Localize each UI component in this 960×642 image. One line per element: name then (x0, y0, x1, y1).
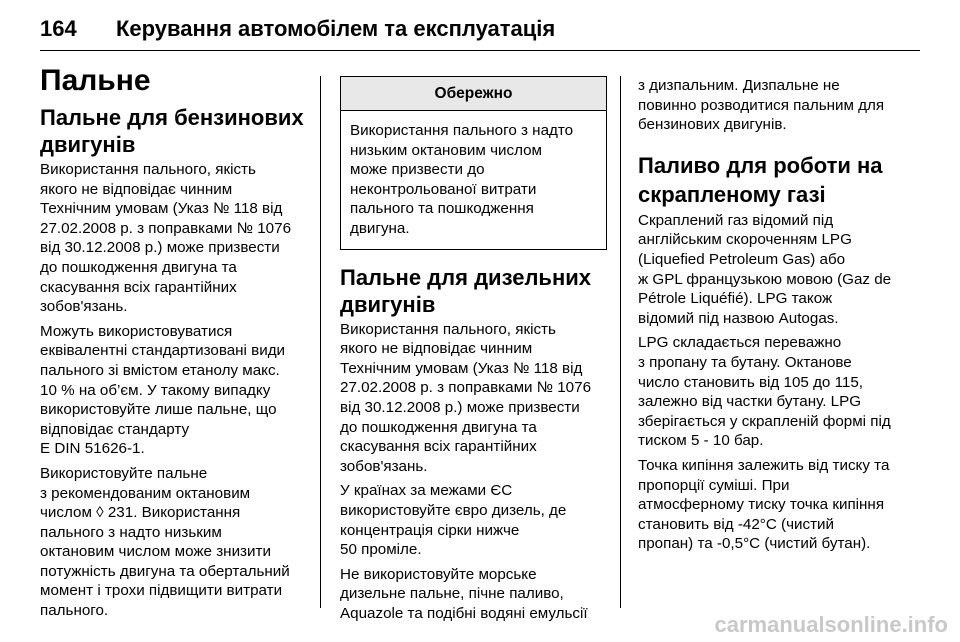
subheading-petrol: Пальне для бензинових двигунів (40, 105, 304, 157)
paragraph: Використання пального, якість якого не відповідає чинним Технічним умовам (Указ № 118 від 27.02.2008 р. з поправками № 1076 від 30.12.2008 р.) може призвести до пошкодження двигуна та скасування всіх гарантійних зобов'язань. (340, 320, 592, 475)
caution-box (340, 76, 607, 250)
subheading-lpg: Паливо для роботи на скрапленому газі (638, 152, 883, 207)
watermark: carmanualsonline.info (714, 612, 948, 637)
page-header (40, 16, 920, 51)
caution-text: Використання пального з надто низьким октановим числом може призвести до неконтрольованої витрати пального та пошкодження двигуна. (350, 122, 574, 237)
paragraph: Точка кипіння залежить від тиску та пропорції суміші. При атмосферному тиску точка кипіння становить від -42°C (чистий пропан) та -0,5°C (чистий бутан). (638, 456, 890, 553)
paragraph: У країнах за межами ЄС використовуйте євро дизель, де концентрація сірки нижче 50 проміле. (340, 482, 567, 559)
paragraph: Можуть використовуватися еквівалентні стандартизовані види пального зі вмістом етанолу макс. 10 % на об’єм. У такому випадку використовуйте лише пальне, що відповідає стандарту E DIN 51626-1. (40, 322, 286, 458)
subheading-diesel: Пальне для дизельних двигунів (340, 264, 591, 317)
column-1 (40, 64, 305, 626)
column-2 (340, 76, 605, 628)
paragraph: з дизпальним. Дизпальне не повинно розводитися пальним для бензинових двигунів. (638, 77, 885, 134)
paragraph: Використання пального, якість якого не відповідає чинним Технічним умовам (Указ № 118 від 27.02.2008 р. з поправками № 1076 від 30.12.2008 р.) може призвести до пошкодження двигуна та скасування всіх гарантійних зобов'язань. (40, 161, 292, 316)
column-divider (620, 76, 621, 608)
section-heading-fuel: Пальне (40, 64, 151, 97)
paragraph: Використовуйте пальне з рекомендованим октановим числом ◊ 231. Використання пального з надто низьким октановим числом може знизити потужність двигуна та обертальний момент і трохи підвищити витрати пального. (40, 464, 290, 620)
page-number: 164 (40, 16, 77, 41)
paragraph: Не використовуйте морське дизельне пальне, пічне паливо, Aquazole та подібні водяні емульсії (340, 565, 588, 622)
chapter-title: Керування автомобілем та експлуатація (116, 16, 556, 41)
column-3 (638, 76, 913, 559)
paragraph: LPG складається переважно з пропану та бутану. Октанове число становить від 105 до 115, залежно від частки бутану. LPG зберігається у скрапленій формі під тиском 5 - 10 бар. (638, 334, 891, 450)
paragraph: Скраплений газ відомий під англійським скороченням LPG (Liquefied Petroleum Gas) або ж GPL французькою мовою (Gaz de Pétrole Liquéfié). LPG також відомий під назвою Autogas. (638, 211, 892, 327)
column-divider (320, 76, 321, 608)
caution-title: Обережно (341, 77, 606, 111)
